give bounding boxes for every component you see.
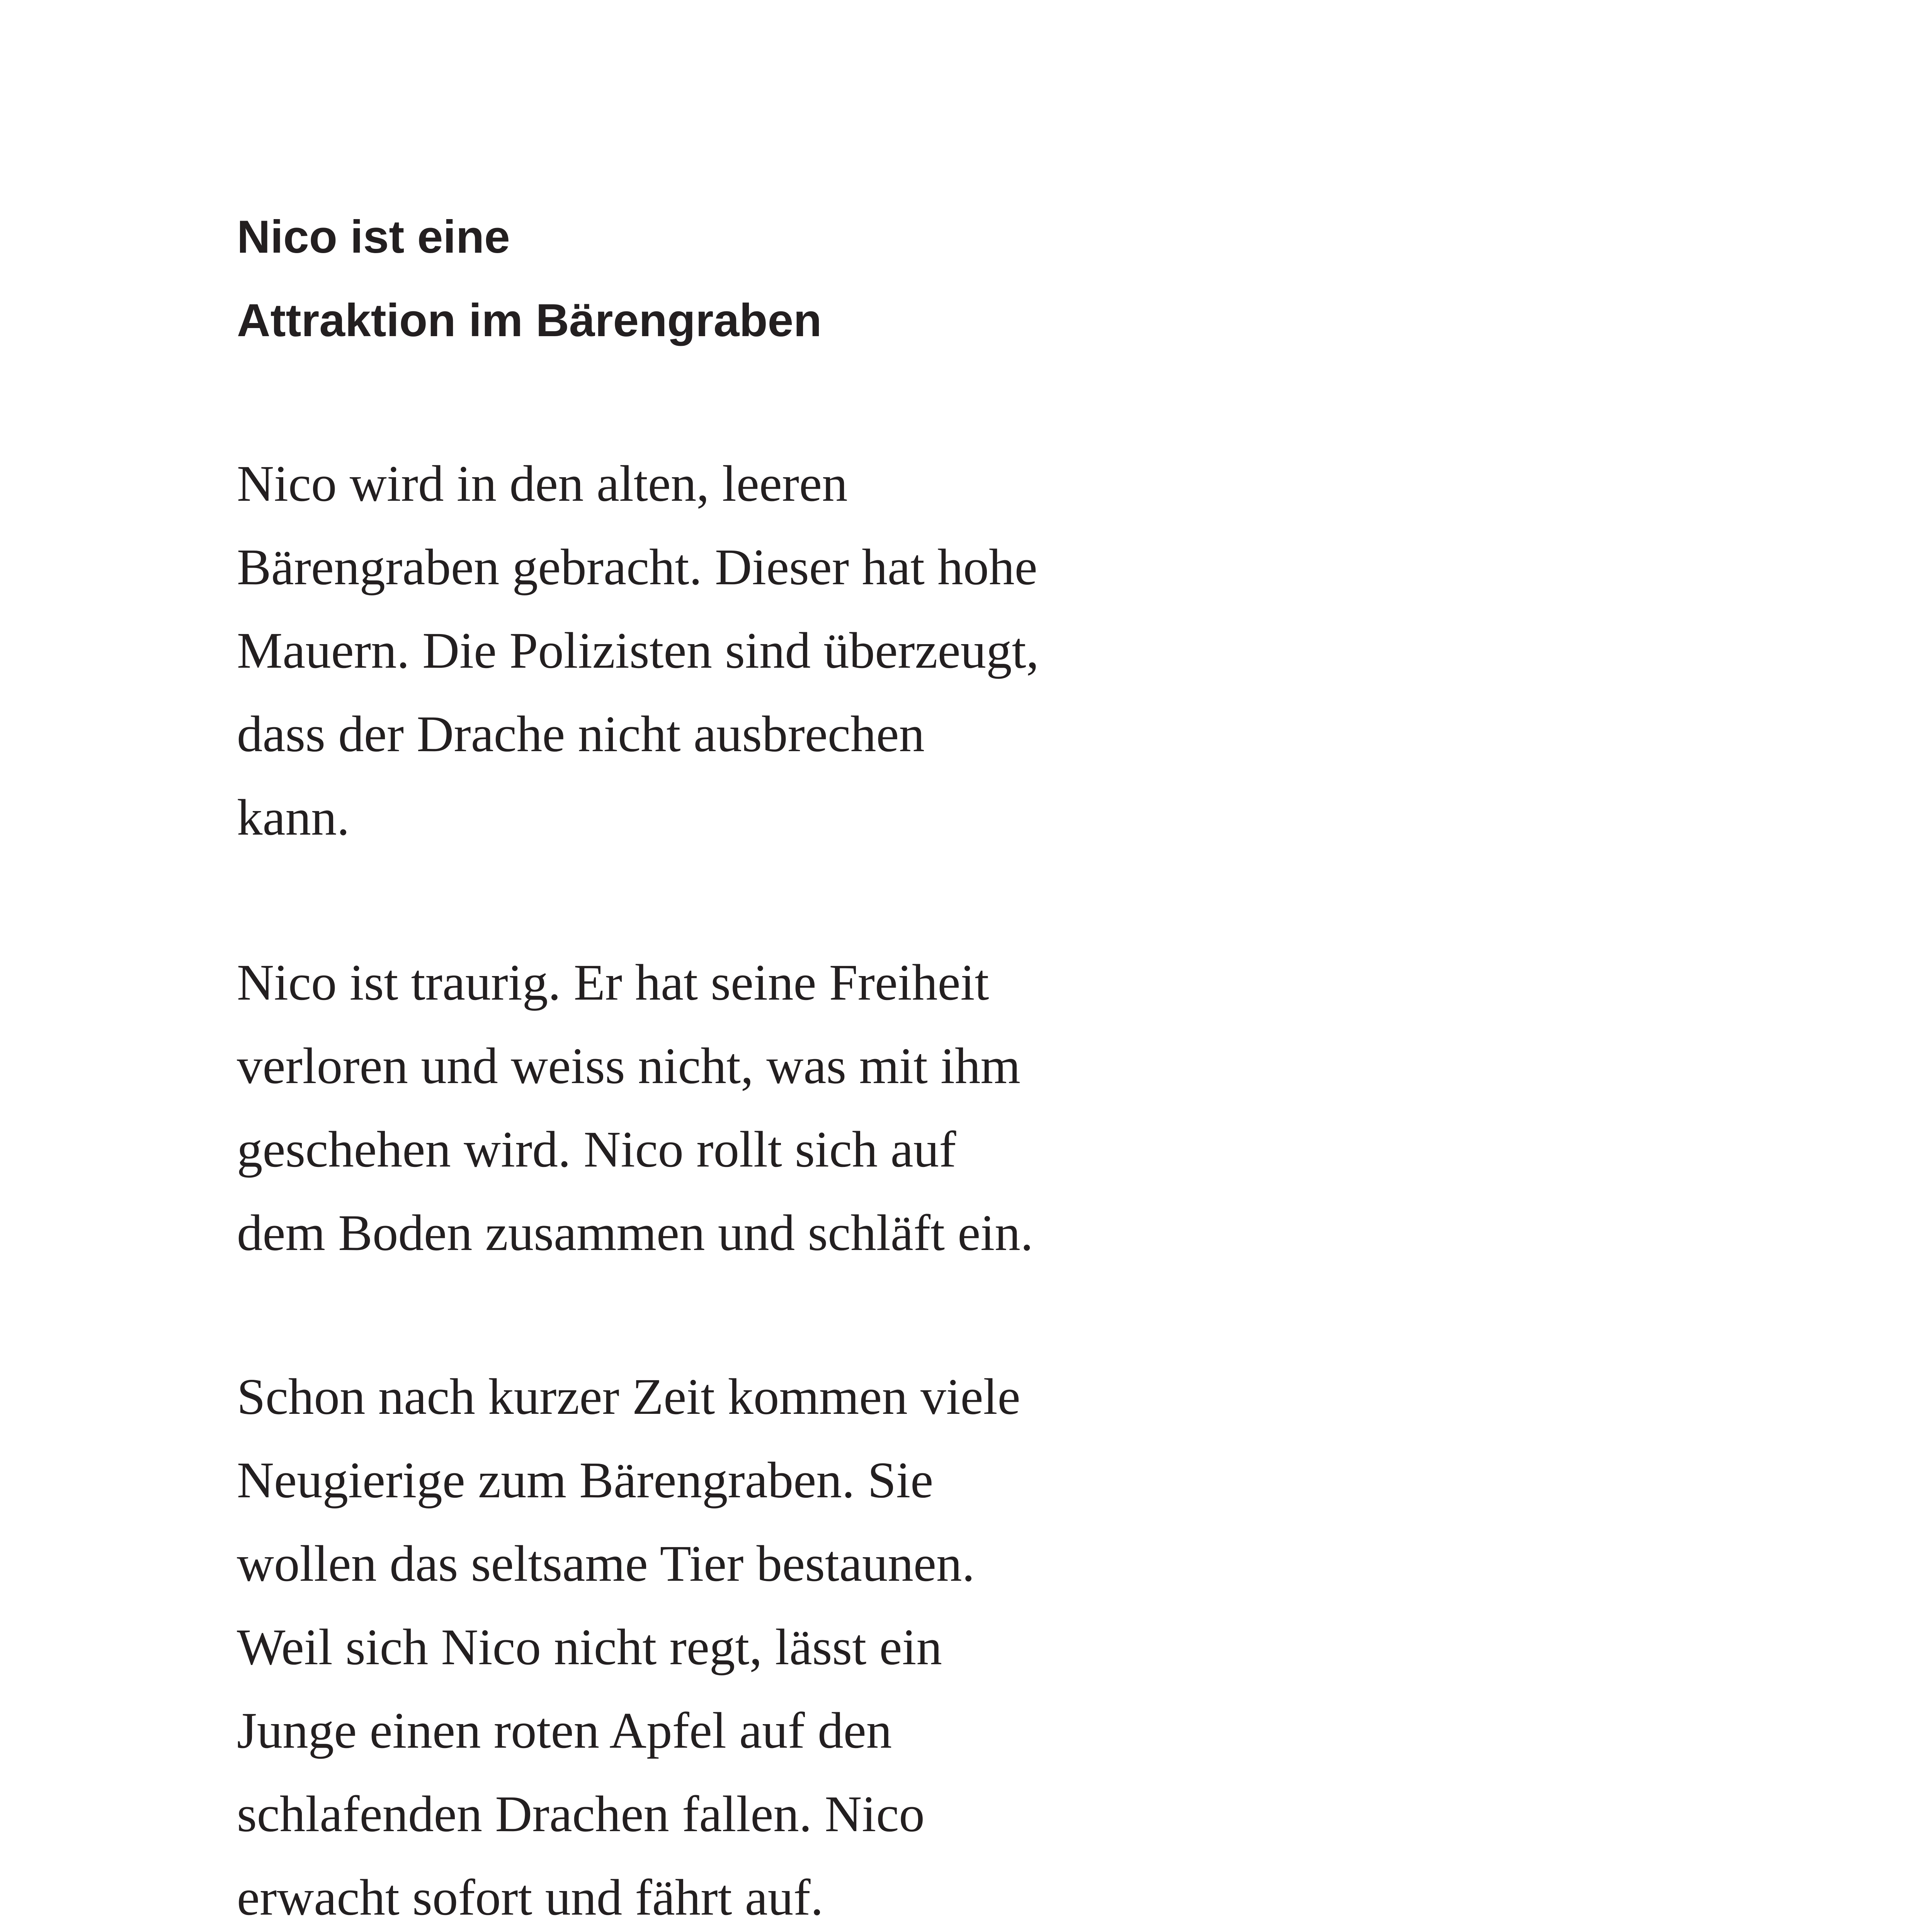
text-line: wollen das seltsame Tier bestaunen. — [237, 1535, 975, 1592]
text-line: geschehen wird. Nico rollt sich auf — [237, 1121, 956, 1178]
paragraph-3 — [237, 1355, 1164, 1932]
text-line: dem Boden zusammen und schläft ein. — [237, 1204, 1033, 1261]
text-line: erwacht sofort und fährt auf. — [237, 1869, 823, 1926]
title-line: Attraktion im Bärengraben — [237, 294, 822, 346]
text-line: Mauern. Die Polizisten sind überzeugt, — [237, 622, 1039, 679]
text-line: Bärengraben gebracht. Dieser hat hohe — [237, 538, 1038, 595]
text-line: verloren und weiss nicht, was mit ihm — [237, 1037, 1021, 1094]
text-line: dass der Drache nicht ausbrechen — [237, 705, 925, 762]
text-line: Schon nach kurzer Zeit kommen viele — [237, 1368, 1021, 1425]
text-line: Nico ist traurig. Er hat seine Freiheit — [237, 954, 989, 1011]
page-title — [237, 195, 822, 362]
text-line: Neugierige zum Bärengraben. Sie — [237, 1451, 934, 1509]
title-line: Nico ist eine — [237, 211, 510, 263]
text-line: Junge einen roten Apfel auf den — [237, 1702, 892, 1759]
paragraph-1 — [237, 442, 1164, 859]
paragraph-2 — [237, 940, 1164, 1274]
text-line: schlafenden Drachen fallen. Nico — [237, 1785, 925, 1842]
text-line: Weil sich Nico nicht regt, lässt ein — [237, 1618, 942, 1675]
text-line: Nico wird in den alten, leeren — [237, 455, 848, 512]
text-line: kann. — [237, 789, 350, 846]
